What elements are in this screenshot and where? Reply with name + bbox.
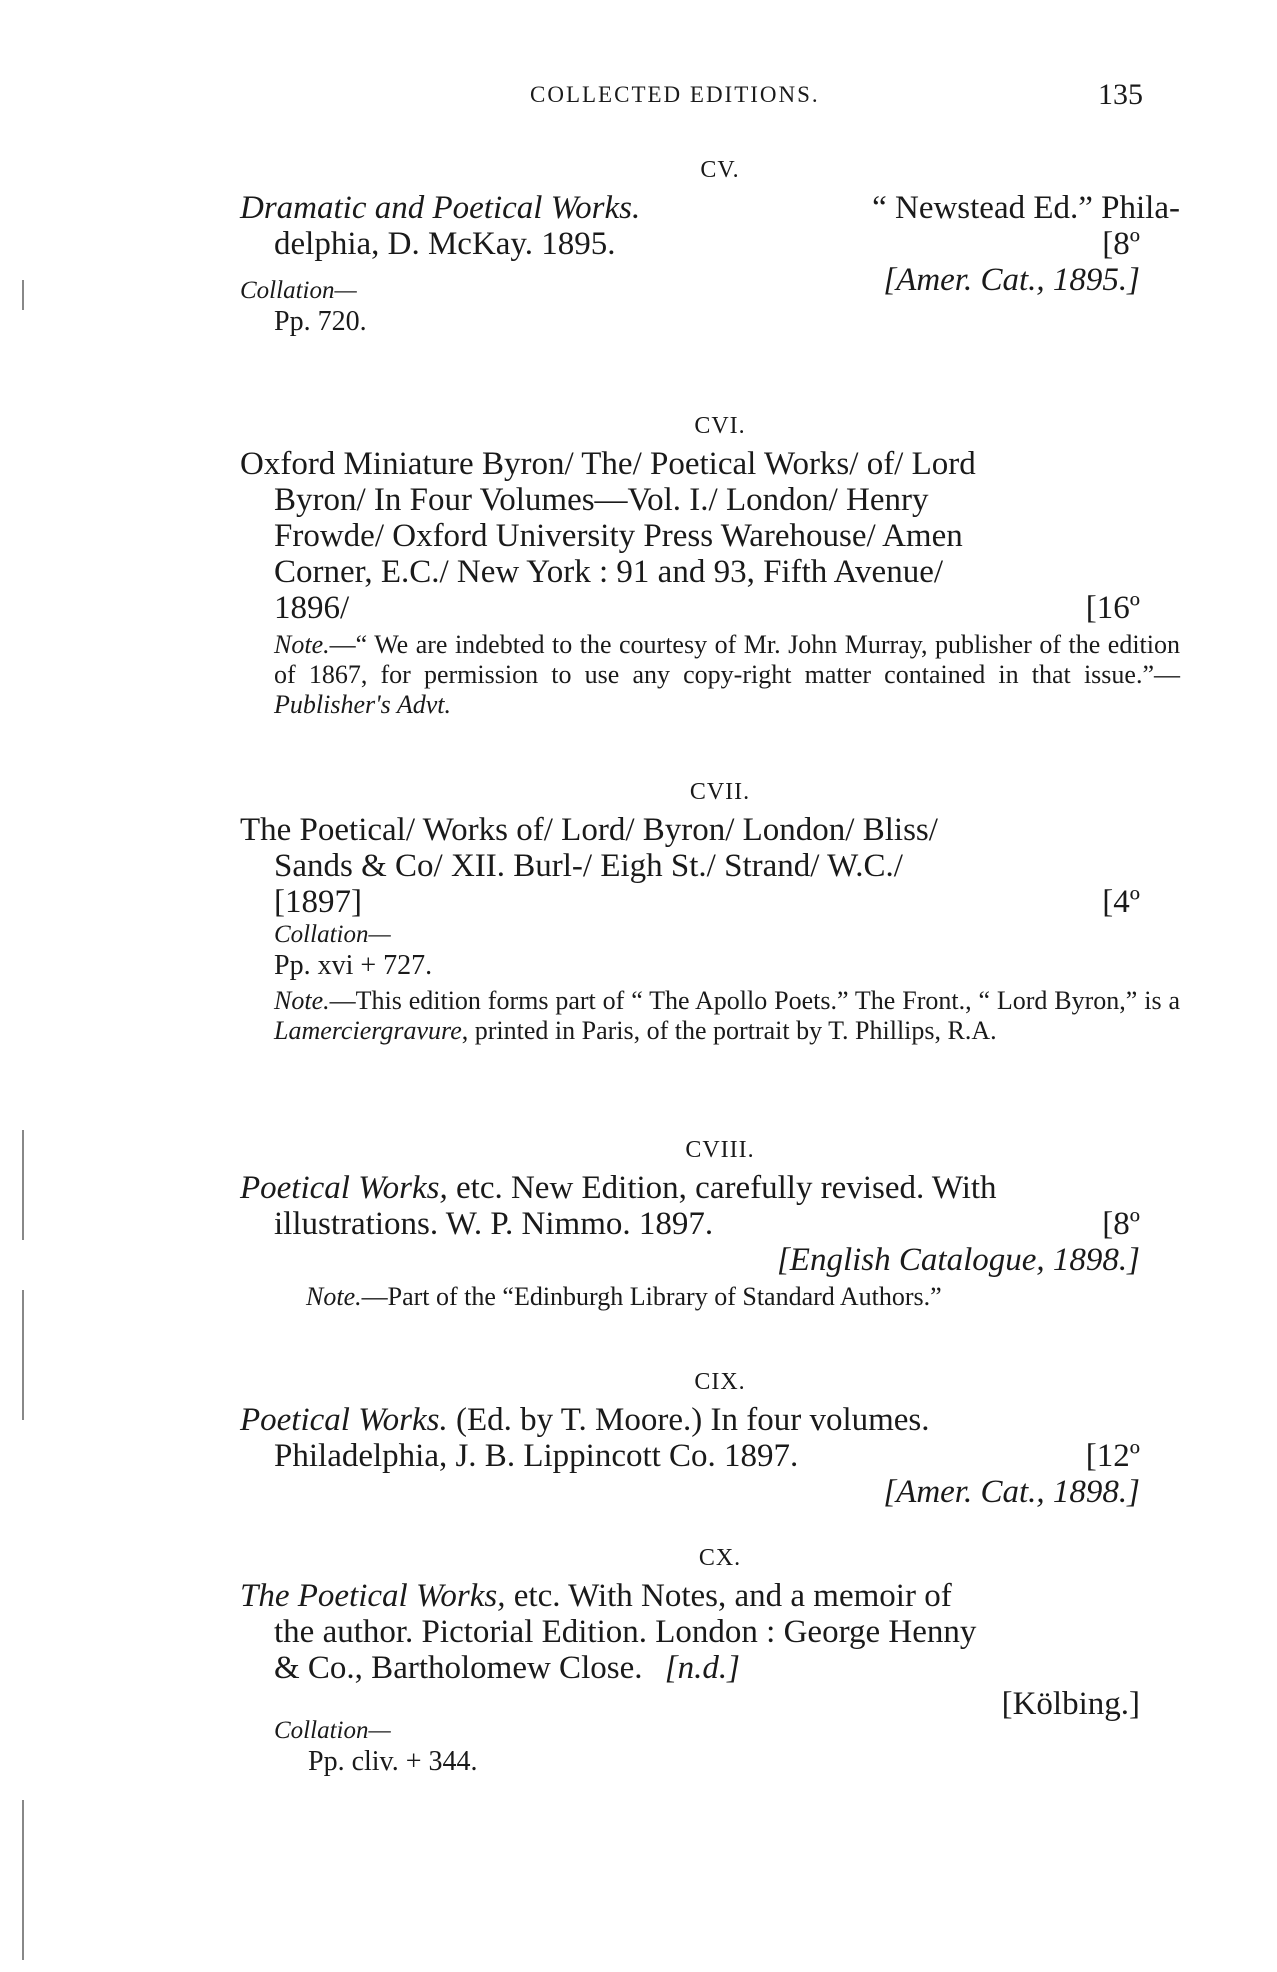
- note-text: —This edition forms part of “ The Apollo Poets.” The Front., “ Lord Byron,” is a: [329, 986, 1180, 1015]
- collation-label: Collation—: [274, 1717, 391, 1744]
- entry-number: CIX.: [694, 1369, 746, 1395]
- entry-number: CV.: [700, 157, 740, 183]
- entry-cx: [240, 1538, 1180, 1778]
- entry-text: [240, 446, 1180, 626]
- note-text: —“ We are indebted to the courtesy of Mr. John Murray, publisher of the edition of 1867, for permission to use any copy-right matter contained in that issue.”—: [274, 630, 1180, 689]
- entry-note: [240, 630, 1180, 720]
- entry-text: [240, 1578, 1180, 1722]
- format-size: [8º: [1102, 226, 1140, 262]
- no-date-mark: [n.d.]: [664, 1650, 740, 1686]
- note-label: Note.: [274, 986, 330, 1015]
- catalogue-reference: [274, 1474, 1180, 1510]
- entry-text-line: & Co., Bartholomew Close.: [274, 1650, 643, 1686]
- entry-title: Poetical Works,: [240, 1170, 448, 1206]
- entry-text-line: the author. Pictorial Edition. London : George Henny: [274, 1614, 977, 1650]
- collation-value: Pp. cliv. + 344.: [308, 1746, 478, 1777]
- entry-text-line: Frowde/ Oxford University Press Warehouse/ Amen: [274, 518, 963, 554]
- entry-text-line: [1897]: [274, 884, 362, 920]
- entry-text: [240, 1402, 1180, 1510]
- catalogue-reference: [274, 1242, 1180, 1278]
- entry-cvi: [240, 406, 1180, 720]
- collation-value: Pp. 720.: [274, 306, 367, 337]
- entry-text-line: Philadelphia, J. B. Lippincott Co. 1897.: [274, 1438, 799, 1474]
- entry-text-line: Corner, E.C./ New York : 91 and 93, Fifth Avenue/: [274, 554, 944, 590]
- collation-label: Collation—: [274, 921, 391, 948]
- entry-title: The Poetical Works,: [240, 1578, 506, 1614]
- entry-title: Dramatic and Poetical Works.: [240, 190, 641, 226]
- scan-margin-mark: [22, 1130, 24, 1240]
- scan-margin-mark: [22, 280, 24, 310]
- entry-note: [240, 986, 1180, 1046]
- entry-cvii: [240, 772, 1180, 1046]
- entry-cix: [240, 1362, 1180, 1510]
- entry-text-line: Sands & Co/ XII. Burl-/ Eigh St./ Strand/ W.C./: [274, 848, 903, 884]
- reference-text: [English Catalogue, 1898.]: [776, 1242, 1140, 1278]
- entry-cviii: [240, 1130, 1180, 1312]
- format-size: [16º: [1085, 590, 1140, 626]
- entry-text-line: Oxford Miniature Byron/ The/ Poetical Works/ of/ Lord: [240, 446, 976, 482]
- note-label: Note.: [274, 630, 330, 659]
- note-text: , printed in Paris, of the portrait by T. Phillips, R.A.: [461, 1016, 997, 1045]
- running-head: [0, 78, 1277, 118]
- scan-margin-mark: [22, 1800, 24, 1960]
- reference-text: [Amer. Cat., 1895.]: [883, 262, 1140, 298]
- entry-text-line: “ Newstead Ed.” Phila-: [872, 190, 1180, 226]
- note-source: Publisher's Advt.: [274, 690, 451, 719]
- entry-text-line: etc. With Notes, and a memoir of: [505, 1578, 952, 1614]
- catalogue-reference: [Kölbing.]: [1001, 1686, 1140, 1722]
- entry-text-line: (Ed. by T. Moore.) In four volumes.: [447, 1402, 930, 1438]
- entry-text-line: delphia, D. McKay. 1895.: [274, 226, 616, 262]
- format-size: [4º: [1102, 884, 1140, 920]
- entry-number: CVI.: [694, 413, 746, 439]
- entry-text-line: etc. New Edition, carefully revised. With: [447, 1170, 997, 1206]
- scan-margin-mark: [22, 1290, 24, 1420]
- entry-number: CVIII.: [685, 1137, 755, 1163]
- collation-value: Pp. xvi + 727.: [274, 950, 433, 981]
- entry-text-line: 1896/: [274, 590, 350, 626]
- entry-title: Poetical Works.: [240, 1402, 448, 1438]
- running-title: COLLECTED EDITIONS.: [530, 82, 820, 107]
- entry-number: CX.: [698, 1545, 742, 1571]
- entry-text-line: illustrations. W. P. Nimmo. 1897.: [274, 1206, 714, 1242]
- entry-note: [240, 1282, 1180, 1312]
- entry-cv: [240, 150, 1180, 338]
- entry-text: [240, 1170, 1180, 1278]
- format-size: [12º: [1085, 1438, 1140, 1474]
- note-italic-term: Lamerciergravure: [274, 1016, 462, 1045]
- note-label: Note.: [306, 1282, 362, 1311]
- entry-text-line: Byron/ In Four Volumes—Vol. I./ London/ Henry: [274, 482, 929, 518]
- page-number: 135: [1098, 78, 1143, 111]
- entry-number: CVII.: [689, 779, 751, 805]
- note-text: —Part of the “Edinburgh Library of Standard Authors.”: [361, 1282, 942, 1311]
- collation-label: Collation—: [240, 277, 357, 304]
- reference-text: [Amer. Cat., 1898.]: [883, 1474, 1140, 1510]
- entry-text-line: The Poetical/ Works of/ Lord/ Byron/ London/ Bliss/: [240, 812, 938, 848]
- format-size: [8º: [1102, 1206, 1140, 1242]
- entry-text: [240, 812, 1180, 920]
